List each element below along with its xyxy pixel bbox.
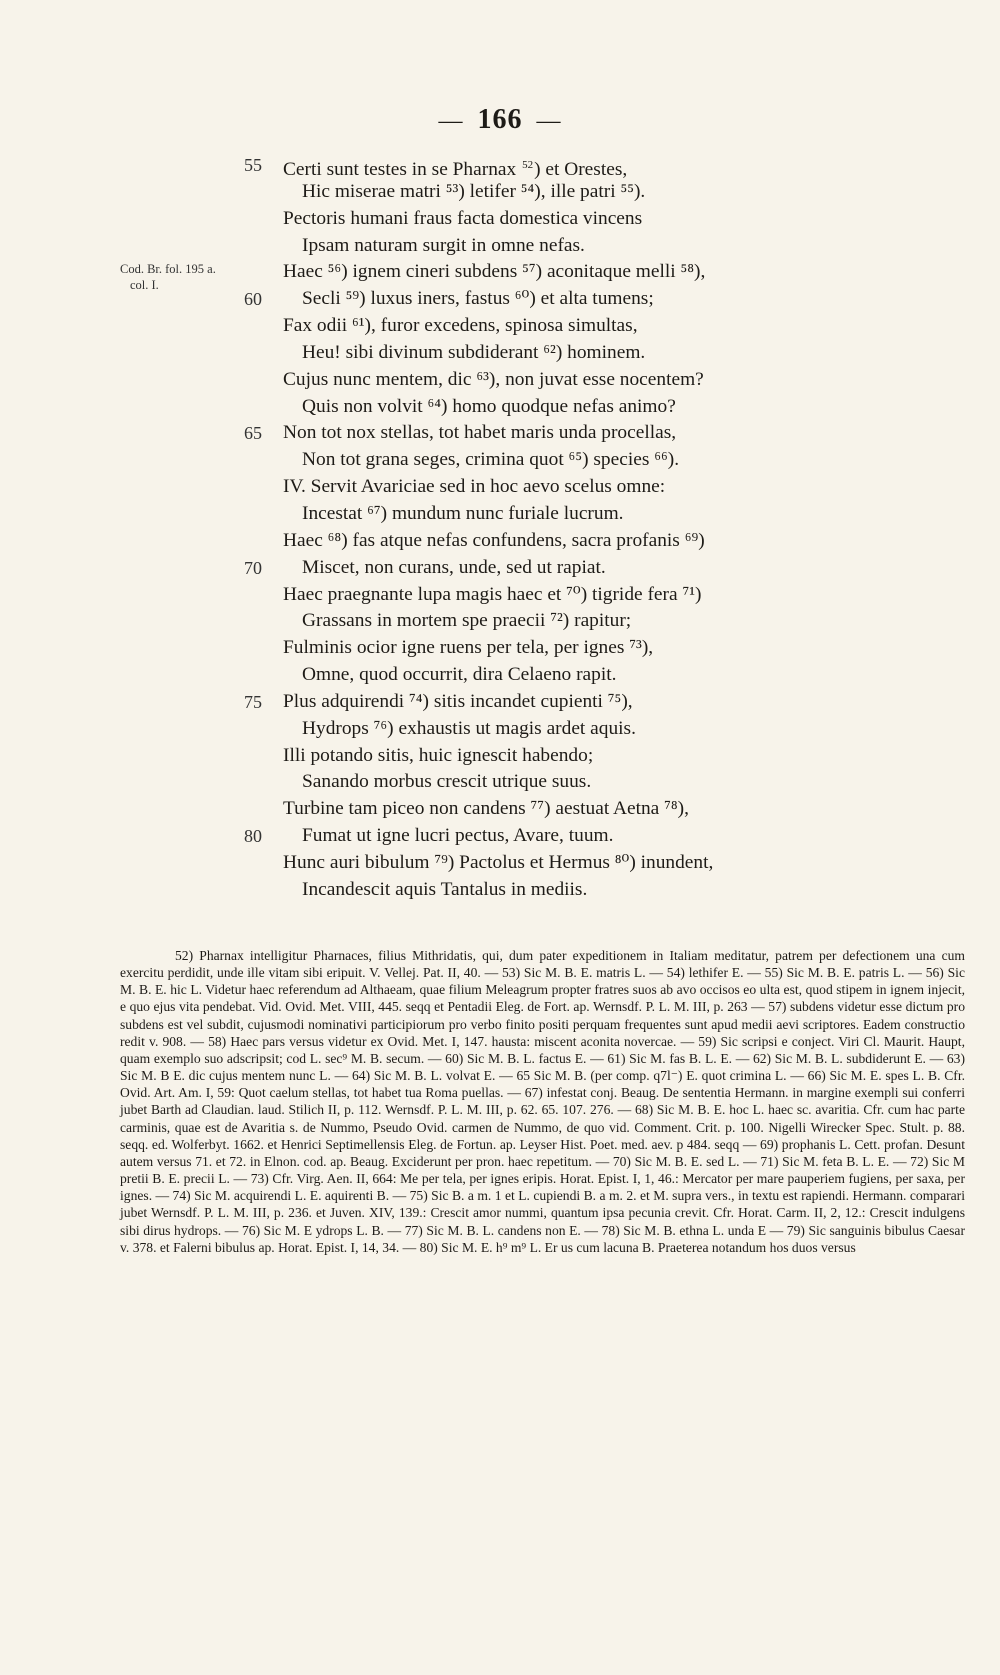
verse-text: Grassans in mortem spe praecii ⁷²) rapitur; <box>302 610 632 632</box>
verse-line <box>0 447 1000 474</box>
verse-line <box>0 501 1000 528</box>
verse-line <box>0 555 1000 582</box>
verse-line <box>0 582 1000 609</box>
verse-line <box>0 233 1000 260</box>
verse-line <box>0 850 1000 877</box>
margin-note-line: Cod. Br. fol. 195 a. <box>120 262 216 276</box>
verse-text: Hydrops ⁷⁶) exhaustis ut magis ardet aquis. <box>302 717 636 739</box>
verse-text: Quis non volvit ⁶⁴) homo quodque nefas animo? <box>302 395 676 417</box>
verse-line <box>0 716 1000 743</box>
page-header <box>0 104 1000 136</box>
verse-text: Hunc auri bibulum ⁷⁹) Pactolus et Hermus ⁸⁰) inundent, <box>283 851 714 873</box>
verse-text: Miscet, non curans, unde, sed ut rapiat. <box>302 556 606 578</box>
line-number: 80 <box>244 826 262 847</box>
verse-line <box>0 179 1000 206</box>
verse-text: Cujus nunc mentem, dic ⁶³), non juvat esse nocentem? <box>283 368 704 390</box>
verse-line <box>0 206 1000 233</box>
verse-line <box>0 420 1000 447</box>
verse-line <box>0 823 1000 850</box>
verse-text: Haec ⁵⁶) ignem cineri subdens ⁵⁷) aconitaque melli ⁵⁸), <box>283 261 706 283</box>
verse-line <box>0 259 1000 286</box>
line-number: 65 <box>244 423 262 444</box>
verse-text: Non tot nox stellas, tot habet maris unda procellas, <box>283 422 677 444</box>
verse-text: Fumat ut igne lucri pectus, Avare, tuum. <box>302 825 614 847</box>
verse-line <box>0 743 1000 770</box>
verse-text: Plus adquirendi ⁷⁴) sitis incandet cupienti ⁷⁵), <box>283 690 633 712</box>
line-number: 60 <box>244 289 262 310</box>
verse-line <box>0 286 1000 313</box>
verse-line <box>0 340 1000 367</box>
verse-text: Haec ⁶⁸) fas atque nefas confundens, sacra profanis ⁶⁹) <box>283 529 705 551</box>
verse-text: Ipsam naturam surgit in omne nefas. <box>302 234 585 256</box>
page-number: 166 <box>477 104 523 135</box>
verse-text: Illi potando sitis, huic ignescit habendo; <box>283 744 594 766</box>
verse-text: Fulminis ocior igne ruens per tela, per ignes ⁷³), <box>283 637 654 659</box>
verse-line <box>0 769 1000 796</box>
verse-line <box>0 367 1000 394</box>
verse-block <box>0 152 1000 904</box>
verse-text: Haec praegnante lupa magis haec et ⁷⁰) tigride fera ⁷¹) <box>283 583 702 605</box>
header-dash-left: — <box>438 108 464 134</box>
verse-line <box>0 662 1000 689</box>
verse-line <box>0 394 1000 421</box>
verse-line <box>0 635 1000 662</box>
verse-line <box>0 528 1000 555</box>
verse-text: Incestat ⁶⁷) mundum nunc furiale lucrum. <box>302 502 624 524</box>
verse-text: Pectoris humani fraus facta domestica vincens <box>283 207 643 229</box>
verse-text: IV. Servit Avariciae sed in hoc aevo scelus omne: <box>283 476 666 498</box>
verse-line <box>0 796 1000 823</box>
line-number: 55 <box>244 155 262 175</box>
verse-text-part: ) et Orestes, <box>534 159 628 180</box>
footnote-marker: 52 <box>522 159 534 171</box>
verse-line <box>0 474 1000 501</box>
footnotes <box>120 947 965 1256</box>
verse-line <box>0 152 1000 179</box>
verse-text: Sanando morbus crescit utrique suus. <box>302 771 592 793</box>
footnote-text: 52) Pharnax intelligitur Pharnaces, filius Mithridatis, qui, dum pater expeditionem in Italiam meditatur, patrem per defectionem una cum exercitu perdidit, unde ille vitam sibi eripuit. V. Vellej. Pat. II, 40. — 53) Sic M. B. E. matris L. — 54) lethifer E. — 55) Sic M. B. E. patris L. — 56) Sic M. B. E. hic L. Videtur haec referendum ad Althaeam, quae filium Meleagrum propter fratres suos ab avo occisos eo ulta est, quod stipem in ignem injecit, e quo ejus vita pendebat. Vid. Ovid. Met. VIII, 445. seqq et Pentadii Eleg. de Fort. ap. Wernsdf. P. L. M. III, p. 263 — 57) subdens videtur esse dictum pro subdens est vel subdit, cujusmodi nominativi participiorum pro verbo finito positi perquam frequentes sunt apud medii aevi scriptores. Eadem constructio redit v. 908. — 58) Haec pars versus videtur ex Ovid. Met. I, 147. hausta: miscent aconita novercae. — 59) Sic scripsi e conject. Viri Cl. Maurit. Haupt, quam exemplo suo adscripsit; cod L. sec⁹ M. B. secum. — 60) Sic M. B. L. factus E. — 61) Sic M. fas B. L. E. — 62) Sic M. B. L. subdiderunt E. — 63) Sic M. B E. dic cujus mentem nunc L. — 64) Sic M. B. L. volvat E. — 65 Sic M. B. (per comp. q7l⁻) E. quot crimina L. — 66) Sic M. E. spes L. B. Cfr. Ovid. Art. Am. I, 59: Quot caelum stellas, tot habet tua Roma puellas. — 67) infestat conj. Beaug. De sententia Hermann. in margine exempli sui conferri jubet Barth ad Claudian. laud. Stilich II, p. 112. Wernsdf. P. L. M. III, p. 62. 65. 107. 276. — 68) Sic M. B. E. hoc L. haec sc. avaritia. Cfr. cum hac parte carminis, quae est de Avaritia s. de Nummo, Pseudo Ovid. carmen de Nummo, de quo vid. Comment. Crit. p. 100. Nigelli Wirecker Spec. Stult. p. 88. seqq. ed. Wolferbyt. 1662. et Henrici Septimellensis Eleg. de Fortun. ap. Leyser Hist. Poet. med. aev. p 484. seqq — 69) prophanis L. Cett. profan. Desunt autem versus 71. et 72. in Elnon. cod. ap. Beaug. Exciderunt per pron. haec repetitum. — 70) Sic M. B. E. sed L. — 71) Sic M. feta B. L. E. — 72) Sic M pretii B. E. precii L. — 73) Cfr. Virg. Aen. II, 664: Me per tela, per ignes eripis. Horat. Epist. I, 1, 46.: Mercator per mare pauperiem fugiens, per saxa, per ignes. — 74) Sic M. acquirendi L. E. aquirenti B. — 75) Sic B. a m. 1 et L. cupiendi B. a m. 2. et M. supra vers., in textu est rapiendi. Hermann. comparari jubet Wernsdf. P. L. M. III, p. 236. et Juven. XIV, 139.: Crescit amor nummi, quantum ipsa pecunia crevit. Cfr. Horat. Carm. II, 2, 12.: Crescit indulgens sibi dirus hydrops. — 76) Sic M. E ydrops L. B. — 77) Sic M. B. L. candens non E. — 78) Sic M. B. ethna L. unda E — 79) Sic sanguinis bibulus Caesar v. 378. et Falerni bibulus ap. Horat. Epist. I, 14, 34. — 80) Sic M. E. h⁹ m⁹ L. Er us cum lacuna B. Praeterea notandum hos duos versus <box>120 948 965 1255</box>
verse-line <box>0 608 1000 635</box>
verse-text: Omne, quod occurrit, dira Celaeno rapit. <box>302 664 617 686</box>
verse-line <box>0 689 1000 716</box>
verse-text: Turbine tam piceo non candens ⁷⁷) aestuat Aetna ⁷⁸), <box>283 798 689 820</box>
verse-text: Hic miserae matri ⁵³) letifer ⁵⁴), ille patri ⁵⁵). <box>302 180 646 202</box>
margin-note-line: col. I. <box>130 278 159 292</box>
header-dash-right: — <box>536 108 562 134</box>
verse-text: Heu! sibi divinum subdiderant ⁶²) hominem. <box>302 341 646 363</box>
verse-text: Secli ⁵⁹) luxus iners, fastus ⁶⁰) et alta tumens; <box>302 288 654 310</box>
verse-text-part: Certi sunt testes in se Pharnax <box>283 159 517 180</box>
verse-line <box>0 313 1000 340</box>
line-number: 70 <box>244 557 262 578</box>
verse-text: Fax odii ⁶¹), furor excedens, spinosa simultas, <box>283 315 638 337</box>
verse-text: Non tot grana seges, crimina quot ⁶⁵) species ⁶⁶). <box>302 449 680 471</box>
verse-text: Incandescit aquis Tantalus in mediis. <box>302 878 588 900</box>
line-number: 75 <box>244 691 262 712</box>
verse-line <box>0 877 1000 904</box>
